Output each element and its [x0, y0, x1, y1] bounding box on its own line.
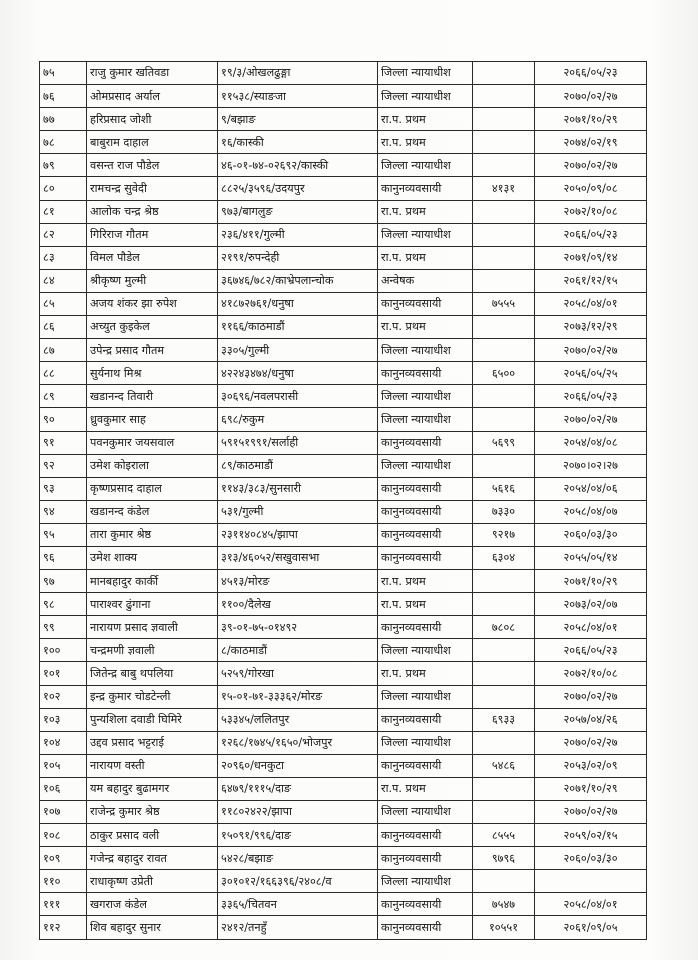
records-table-body: [40, 62, 647, 940]
serial-number-cell: ९७: [40, 570, 87, 593]
date-cell: २०७०।०२।२७: [535, 454, 647, 477]
license-number-cell: [473, 246, 535, 269]
license-number-cell: [473, 269, 535, 292]
date-cell: २०५७/०४/२६: [535, 708, 647, 731]
date-cell: २०५९/०२/१५: [535, 824, 647, 847]
position-cell: कानुनव्यवसायी: [378, 754, 473, 777]
date-cell: २०५४/०४/०८: [535, 431, 647, 454]
position-cell: रा.प. प्रथम: [378, 131, 473, 154]
license-number-cell: [473, 593, 535, 616]
position-cell: रा.प. प्रथम: [378, 662, 473, 685]
name-cell: गजेन्द्र बहादुर रावत: [87, 847, 218, 870]
serial-number-cell: १००: [40, 639, 87, 662]
table-row: [40, 292, 647, 315]
date-cell: २०५८/०४/०७: [535, 500, 647, 523]
name-cell: खडानन्द कंडेल: [87, 500, 218, 523]
citizenship-cell: ५३१/गुल्मी: [218, 500, 378, 523]
serial-number-cell: १०८: [40, 824, 87, 847]
date-cell: २०७१/१०/२९: [535, 570, 647, 593]
position-cell: कानुनव्यवसायी: [378, 477, 473, 500]
name-cell: उमेश कोइराला: [87, 454, 218, 477]
serial-number-cell: ८१: [40, 200, 87, 223]
citizenship-cell: ३०६९६/नवलपरासी: [218, 385, 378, 408]
table-row: [40, 801, 647, 824]
serial-number-cell: ९५: [40, 523, 87, 546]
serial-number-cell: ७५: [40, 62, 87, 85]
serial-number-cell: ११२: [40, 916, 87, 939]
position-cell: जिल्ला न्यायाधीश: [378, 685, 473, 708]
citizenship-cell: २०९६०/धनकुटा: [218, 754, 378, 777]
serial-number-cell: ८०: [40, 177, 87, 200]
license-number-cell: ७५५५: [473, 292, 535, 315]
date-cell: २०६०/०३/३०: [535, 523, 647, 546]
date-cell: २०७३/०२/०७: [535, 593, 647, 616]
position-cell: कानुनव्यवसायी: [378, 177, 473, 200]
position-cell: जिल्ला न्यायाधीश: [378, 85, 473, 108]
serial-number-cell: ८९: [40, 385, 87, 408]
position-cell: कानुनव्यवसायी: [378, 523, 473, 546]
citizenship-cell: ४६-०१-७४-०२६९२/कास्की: [218, 154, 378, 177]
citizenship-cell: २३११४०८४५/झापा: [218, 523, 378, 546]
table-row: [40, 246, 647, 269]
table-row: [40, 777, 647, 800]
date-cell: २०७२/१०/०८: [535, 662, 647, 685]
name-cell: जितेन्द्र बाबु थपलिया: [87, 662, 218, 685]
date-cell: २०७०/०२/२७: [535, 801, 647, 824]
name-cell: राधाकृष्ण उप्रेती: [87, 870, 218, 893]
table-row: [40, 408, 647, 431]
table-row: [40, 339, 647, 362]
citizenship-cell: १६/कास्की: [218, 131, 378, 154]
serial-number-cell: ७७: [40, 108, 87, 131]
serial-number-cell: ८६: [40, 316, 87, 339]
name-cell: ध्रुवकुमार साह: [87, 408, 218, 431]
name-cell: कृष्णप्रसाद दाहाल: [87, 477, 218, 500]
license-number-cell: [473, 408, 535, 431]
license-number-cell: [473, 385, 535, 408]
license-number-cell: [473, 639, 535, 662]
license-number-cell: ७५४७: [473, 893, 535, 916]
position-cell: जिल्ला न्यायाधीश: [378, 731, 473, 754]
position-cell: कानुनव्यवसायी: [378, 893, 473, 916]
license-number-cell: ९२१७: [473, 523, 535, 546]
citizenship-cell: १९/३/ओखलढुङ्गा: [218, 62, 378, 85]
table-row: [40, 708, 647, 731]
name-cell: शिव बहादुर सुनार: [87, 916, 218, 939]
table-row: [40, 616, 647, 639]
citizenship-cell: ३१३/४६०५२/सखुवासभा: [218, 546, 378, 569]
citizenship-cell: ६९८/रुकुम: [218, 408, 378, 431]
license-number-cell: [473, 731, 535, 754]
license-number-cell: [473, 200, 535, 223]
citizenship-cell: ९/बझाङ: [218, 108, 378, 131]
license-number-cell: [473, 108, 535, 131]
license-number-cell: [473, 131, 535, 154]
table-row: [40, 431, 647, 454]
position-cell: कानुनव्यवसायी: [378, 546, 473, 569]
serial-number-cell: ८२: [40, 223, 87, 246]
license-number-cell: [473, 777, 535, 800]
table-row: [40, 316, 647, 339]
date-cell: २०७०/०२/२७: [535, 731, 647, 754]
date-cell: २०७१/१०/२९: [535, 777, 647, 800]
table-row: [40, 223, 647, 246]
serial-number-cell: १०४: [40, 731, 87, 754]
license-number-cell: [473, 685, 535, 708]
license-number-cell: ६९३३: [473, 708, 535, 731]
citizenship-cell: ३०१०१२/१६६३९६/२४०८/व: [218, 870, 378, 893]
name-cell: हरिप्रसाद जोशी: [87, 108, 218, 131]
table-row: [40, 662, 647, 685]
serial-number-cell: ९६: [40, 546, 87, 569]
license-number-cell: ६५००: [473, 362, 535, 385]
table-row: [40, 154, 647, 177]
license-number-cell: ७८०८: [473, 616, 535, 639]
date-cell: [535, 870, 647, 893]
name-cell: गिरिराज गौतम: [87, 223, 218, 246]
license-number-cell: ४१३१: [473, 177, 535, 200]
records-table: [39, 61, 647, 940]
date-cell: २०५५/०५/१४: [535, 546, 647, 569]
citizenship-cell: ११४३/३८३/सुनसारी: [218, 477, 378, 500]
citizenship-cell: ३९-०१-७५-०१४९२: [218, 616, 378, 639]
citizenship-cell: ४५१३/मोरङ: [218, 570, 378, 593]
position-cell: अन्वेषक: [378, 269, 473, 292]
name-cell: पवनकुमार जयसवाल: [87, 431, 218, 454]
serial-number-cell: ८५: [40, 292, 87, 315]
name-cell: राजेन्द्र कुमार श्रेष्ठ: [87, 801, 218, 824]
table-row: [40, 62, 647, 85]
citizenship-cell: ८९/काठमाडौं: [218, 454, 378, 477]
citizenship-cell: १२६८/१७४५/१६५०/भोजपुर: [218, 731, 378, 754]
serial-number-cell: ९०: [40, 408, 87, 431]
date-cell: २०७०/०२/२७: [535, 154, 647, 177]
citizenship-cell: ९७३/बागलुङ: [218, 200, 378, 223]
citizenship-cell: ११८०२४२२/झापा: [218, 801, 378, 824]
date-cell: २०७१/१०/२९: [535, 108, 647, 131]
serial-number-cell: ८३: [40, 246, 87, 269]
license-number-cell: ९७९६: [473, 847, 535, 870]
serial-number-cell: ९९: [40, 616, 87, 639]
position-cell: कानुनव्यवसायी: [378, 500, 473, 523]
citizenship-cell: ३३०५/गुल्मी: [218, 339, 378, 362]
serial-number-cell: ९२: [40, 454, 87, 477]
license-number-cell: ७३३०: [473, 500, 535, 523]
position-cell: रा.प. प्रथम: [378, 316, 473, 339]
date-cell: २०६१/०९/०५: [535, 916, 647, 939]
citizenship-cell: ८८२५/३५९६/उदयपुर: [218, 177, 378, 200]
name-cell: राजु कुमार खतिवडा: [87, 62, 218, 85]
position-cell: रा.प. प्रथम: [378, 108, 473, 131]
citizenship-cell: ३३६५/चितवन: [218, 893, 378, 916]
date-cell: २०५८/०४/०१: [535, 616, 647, 639]
citizenship-cell: ५९१५१९९१/सर्लाही: [218, 431, 378, 454]
table-row: [40, 177, 647, 200]
table-row: [40, 870, 647, 893]
date-cell: २०७०/०२/२७: [535, 408, 647, 431]
name-cell: पाराश्वर ढुंगाना: [87, 593, 218, 616]
date-cell: २०५४/०४/०६: [535, 477, 647, 500]
name-cell: ओमप्रसाद अर्याल: [87, 85, 218, 108]
citizenship-cell: १५०९१/९९६/दाङ: [218, 824, 378, 847]
serial-number-cell: ९३: [40, 477, 87, 500]
position-cell: रा.प. प्रथम: [378, 246, 473, 269]
position-cell: जिल्ला न्यायाधीश: [378, 870, 473, 893]
serial-number-cell: ७९: [40, 154, 87, 177]
serial-number-cell: ११०: [40, 870, 87, 893]
table-row: [40, 546, 647, 569]
position-cell: रा.प. प्रथम: [378, 570, 473, 593]
citizenship-cell: ११६६/काठमाडौं: [218, 316, 378, 339]
date-cell: २०७२/१०/०८: [535, 200, 647, 223]
license-number-cell: [473, 870, 535, 893]
position-cell: जिल्ला न्यायाधीश: [378, 639, 473, 662]
date-cell: २०७०/०२/२७: [535, 339, 647, 362]
license-number-cell: ६३०४: [473, 546, 535, 569]
serial-number-cell: ९८: [40, 593, 87, 616]
table-row: [40, 85, 647, 108]
serial-number-cell: ७८: [40, 131, 87, 154]
serial-number-cell: १०७: [40, 801, 87, 824]
position-cell: कानुनव्यवसायी: [378, 362, 473, 385]
position-cell: जिल्ला न्यायाधीश: [378, 339, 473, 362]
position-cell: जिल्ला न्यायाधीश: [378, 385, 473, 408]
table-row: [40, 269, 647, 292]
position-cell: रा.प. प्रथम: [378, 200, 473, 223]
date-cell: २०६१/१२/१५: [535, 269, 647, 292]
license-number-cell: [473, 339, 535, 362]
table-row: [40, 685, 647, 708]
name-cell: अच्युत कुइकेल: [87, 316, 218, 339]
license-number-cell: [473, 85, 535, 108]
table-row: [40, 477, 647, 500]
citizenship-cell: २३६/४११/गुल्मी: [218, 223, 378, 246]
position-cell: कानुनव्यवसायी: [378, 616, 473, 639]
table-row: [40, 500, 647, 523]
license-number-cell: [473, 454, 535, 477]
name-cell: खडानन्द तिवारी: [87, 385, 218, 408]
table-row: [40, 847, 647, 870]
date-cell: २०५८/०४/०१: [535, 893, 647, 916]
position-cell: रा.प. प्रथम: [378, 593, 473, 616]
serial-number-cell: ८४: [40, 269, 87, 292]
serial-number-cell: १११: [40, 893, 87, 916]
name-cell: उपेन्द्र प्रसाद गौतम: [87, 339, 218, 362]
license-number-cell: ५४८६: [473, 754, 535, 777]
table-row: [40, 824, 647, 847]
table-row: [40, 731, 647, 754]
license-number-cell: [473, 662, 535, 685]
name-cell: इन्द्र कुमार चोडटेन्ली: [87, 685, 218, 708]
name-cell: तारा कुमार श्रेष्ठ: [87, 523, 218, 546]
position-cell: जिल्ला न्यायाधीश: [378, 62, 473, 85]
position-cell: जिल्ला न्यायाधीश: [378, 454, 473, 477]
citizenship-cell: ११००/दैलेख: [218, 593, 378, 616]
license-number-cell: [473, 62, 535, 85]
table-row: [40, 893, 647, 916]
name-cell: श्रीकृष्ण मुल्मी: [87, 269, 218, 292]
name-cell: बाबुराम दाहाल: [87, 131, 218, 154]
name-cell: मानबहादुर कार्की: [87, 570, 218, 593]
license-number-cell: [473, 570, 535, 593]
table-row: [40, 200, 647, 223]
citizenship-cell: ५४२८/बझाङ: [218, 847, 378, 870]
license-number-cell: ५६९९: [473, 431, 535, 454]
name-cell: नारायण वस्ती: [87, 754, 218, 777]
date-cell: २०७०/०२/२७: [535, 85, 647, 108]
name-cell: ठाकुर प्रसाद वली: [87, 824, 218, 847]
position-cell: कानुनव्यवसायी: [378, 292, 473, 315]
license-number-cell: [473, 801, 535, 824]
citizenship-cell: ५२५९/गोरखा: [218, 662, 378, 685]
citizenship-cell: १५-०१-७१-३३३६२/मोरङ: [218, 685, 378, 708]
name-cell: वसन्त राज पौडेल: [87, 154, 218, 177]
citizenship-cell: ५३३४५/ललितपुर: [218, 708, 378, 731]
citizenship-cell: ४१८७२७६१/धनुषा: [218, 292, 378, 315]
date-cell: २०७०/०२/२७: [535, 685, 647, 708]
citizenship-cell: २१९१/रुपन्देही: [218, 246, 378, 269]
name-cell: पुन्यशिला दवाडी घिमिरे: [87, 708, 218, 731]
table-row: [40, 131, 647, 154]
position-cell: कानुनव्यवसायी: [378, 916, 473, 939]
citizenship-cell: २४१२/तनहुँ: [218, 916, 378, 939]
name-cell: खगराज कंडेल: [87, 893, 218, 916]
table-row: [40, 108, 647, 131]
citizenship-cell: ८/काठमाडौं: [218, 639, 378, 662]
date-cell: २०६०/०३/३०: [535, 847, 647, 870]
table-row: [40, 593, 647, 616]
name-cell: नारायण प्रसाद ज्ञवाली: [87, 616, 218, 639]
serial-number-cell: १०६: [40, 777, 87, 800]
license-number-cell: [473, 316, 535, 339]
serial-number-cell: ९१: [40, 431, 87, 454]
serial-number-cell: ८७: [40, 339, 87, 362]
citizenship-cell: ६४७९/१११५/दाङ: [218, 777, 378, 800]
license-number-cell: ५६१६: [473, 477, 535, 500]
name-cell: उद्दव प्रसाद भट्टराई: [87, 731, 218, 754]
position-cell: जिल्ला न्यायाधीश: [378, 154, 473, 177]
table-row: [40, 523, 647, 546]
position-cell: कानुनव्यवसायी: [378, 708, 473, 731]
serial-number-cell: १०२: [40, 685, 87, 708]
date-cell: २०७४/०२/१९: [535, 131, 647, 154]
license-number-cell: १०५५१: [473, 916, 535, 939]
table-row: [40, 570, 647, 593]
position-cell: रा.प. प्रथम: [378, 777, 473, 800]
position-cell: जिल्ला न्यायाधीश: [378, 801, 473, 824]
date-cell: २०५०/०९/०८: [535, 177, 647, 200]
name-cell: सुर्यनाथ मिश्र: [87, 362, 218, 385]
date-cell: २०६६/०५/२३: [535, 223, 647, 246]
date-cell: २०६६/०५/२३: [535, 62, 647, 85]
name-cell: आलोक चन्द्र श्रेष्ठ: [87, 200, 218, 223]
table-row: [40, 362, 647, 385]
position-cell: जिल्ला न्यायाधीश: [378, 408, 473, 431]
date-cell: २०५८/०४/०१: [535, 292, 647, 315]
citizenship-cell: ३६७४६/७८२/काभ्रेपलान्चोक: [218, 269, 378, 292]
table-row: [40, 454, 647, 477]
table-row: [40, 385, 647, 408]
name-cell: चन्द्रमणी ज्ञवाली: [87, 639, 218, 662]
position-cell: जिल्ला न्यायाधीश: [378, 223, 473, 246]
date-cell: २०७१/०९/१४: [535, 246, 647, 269]
table-row: [40, 916, 647, 939]
license-number-cell: ८५५५: [473, 824, 535, 847]
name-cell: विमल पौडेल: [87, 246, 218, 269]
serial-number-cell: १०५: [40, 754, 87, 777]
license-number-cell: [473, 154, 535, 177]
name-cell: रामचन्द्र सुवेदी: [87, 177, 218, 200]
date-cell: २०६६/०५/२३: [535, 385, 647, 408]
serial-number-cell: ७६: [40, 85, 87, 108]
name-cell: यम बहादुर बुढामगर: [87, 777, 218, 800]
serial-number-cell: ९४: [40, 500, 87, 523]
citizenship-cell: ११५३८/स्याङजा: [218, 85, 378, 108]
date-cell: २०५३/०२/०९: [535, 754, 647, 777]
date-cell: २०६६/०५/२३: [535, 639, 647, 662]
name-cell: अजय शंकर झा रुपेश: [87, 292, 218, 315]
serial-number-cell: १०९: [40, 847, 87, 870]
position-cell: कानुनव्यवसायी: [378, 824, 473, 847]
table-row: [40, 639, 647, 662]
serial-number-cell: १०१: [40, 662, 87, 685]
name-cell: उमेश शाक्य: [87, 546, 218, 569]
license-number-cell: [473, 223, 535, 246]
serial-number-cell: १०३: [40, 708, 87, 731]
serial-number-cell: ८८: [40, 362, 87, 385]
position-cell: कानुनव्यवसायी: [378, 847, 473, 870]
citizenship-cell: ४२२४३४७४/धनुषा: [218, 362, 378, 385]
date-cell: २०५६/०५/२५: [535, 362, 647, 385]
position-cell: कानुनव्यवसायी: [378, 431, 473, 454]
date-cell: २०७३/१२/२९: [535, 316, 647, 339]
table-row: [40, 754, 647, 777]
